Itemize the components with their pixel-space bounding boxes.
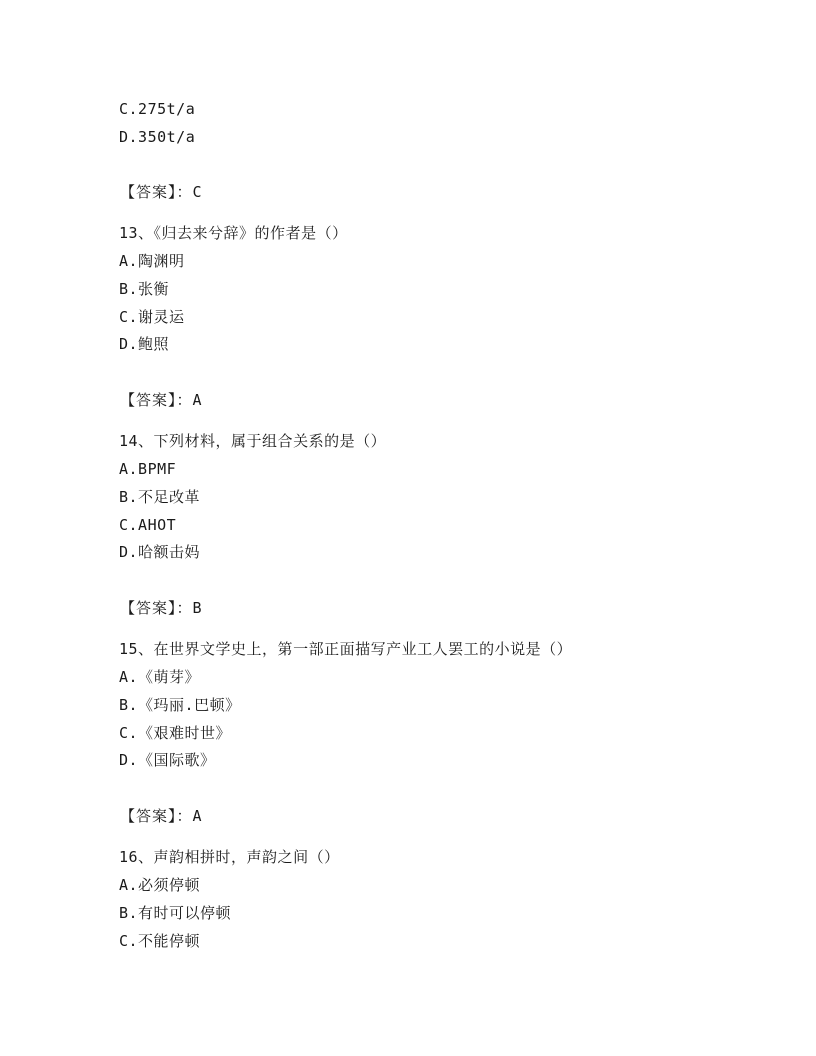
answer-q12: 【答案】：C <box>120 183 203 201</box>
option-d-q12: D.350t/a <box>119 128 196 146</box>
option-c-q15: C.《艰难时世》 <box>119 724 232 742</box>
answer-q14: 【答案】：B <box>120 599 203 617</box>
option-b-q13: B.张衡 <box>119 280 170 298</box>
option-a-q15: A.《萌芽》 <box>119 668 201 686</box>
answer-q15: 【答案】：A <box>120 807 203 825</box>
option-b-q14: B.不足改革 <box>119 488 201 506</box>
option-c-q14: C.AHOT <box>119 516 177 534</box>
answer-q13: 【答案】：A <box>120 391 203 409</box>
option-d-q14: D.哈额击妈 <box>119 543 201 561</box>
option-c-q13: C.谢灵运 <box>119 308 185 326</box>
option-b-q16: B.有时可以停顿 <box>119 904 232 922</box>
option-c-q12: C.275t/a <box>119 100 196 118</box>
option-a-q16: A.必须停顿 <box>119 876 201 894</box>
option-d-q13: D.鲍照 <box>119 335 170 353</box>
option-a-q14: A.BPMF <box>119 460 177 478</box>
option-c-q16: C.不能停顿 <box>119 932 201 950</box>
option-a-q13: A.陶渊明 <box>119 252 185 270</box>
question-13: 13、《归去来兮辞》的作者是（） <box>119 224 348 242</box>
option-d-q15: D.《国际歌》 <box>119 751 216 769</box>
option-b-q15: B.《玛丽.巴顿》 <box>119 696 241 714</box>
question-14: 14、下列材料，属于组合关系的是（） <box>119 432 387 450</box>
question-15: 15、在世界文学史上，第一部正面描写产业工人罢工的小说是（） <box>119 640 573 658</box>
question-16: 16、声韵相拼时，声韵之间（） <box>119 848 340 866</box>
